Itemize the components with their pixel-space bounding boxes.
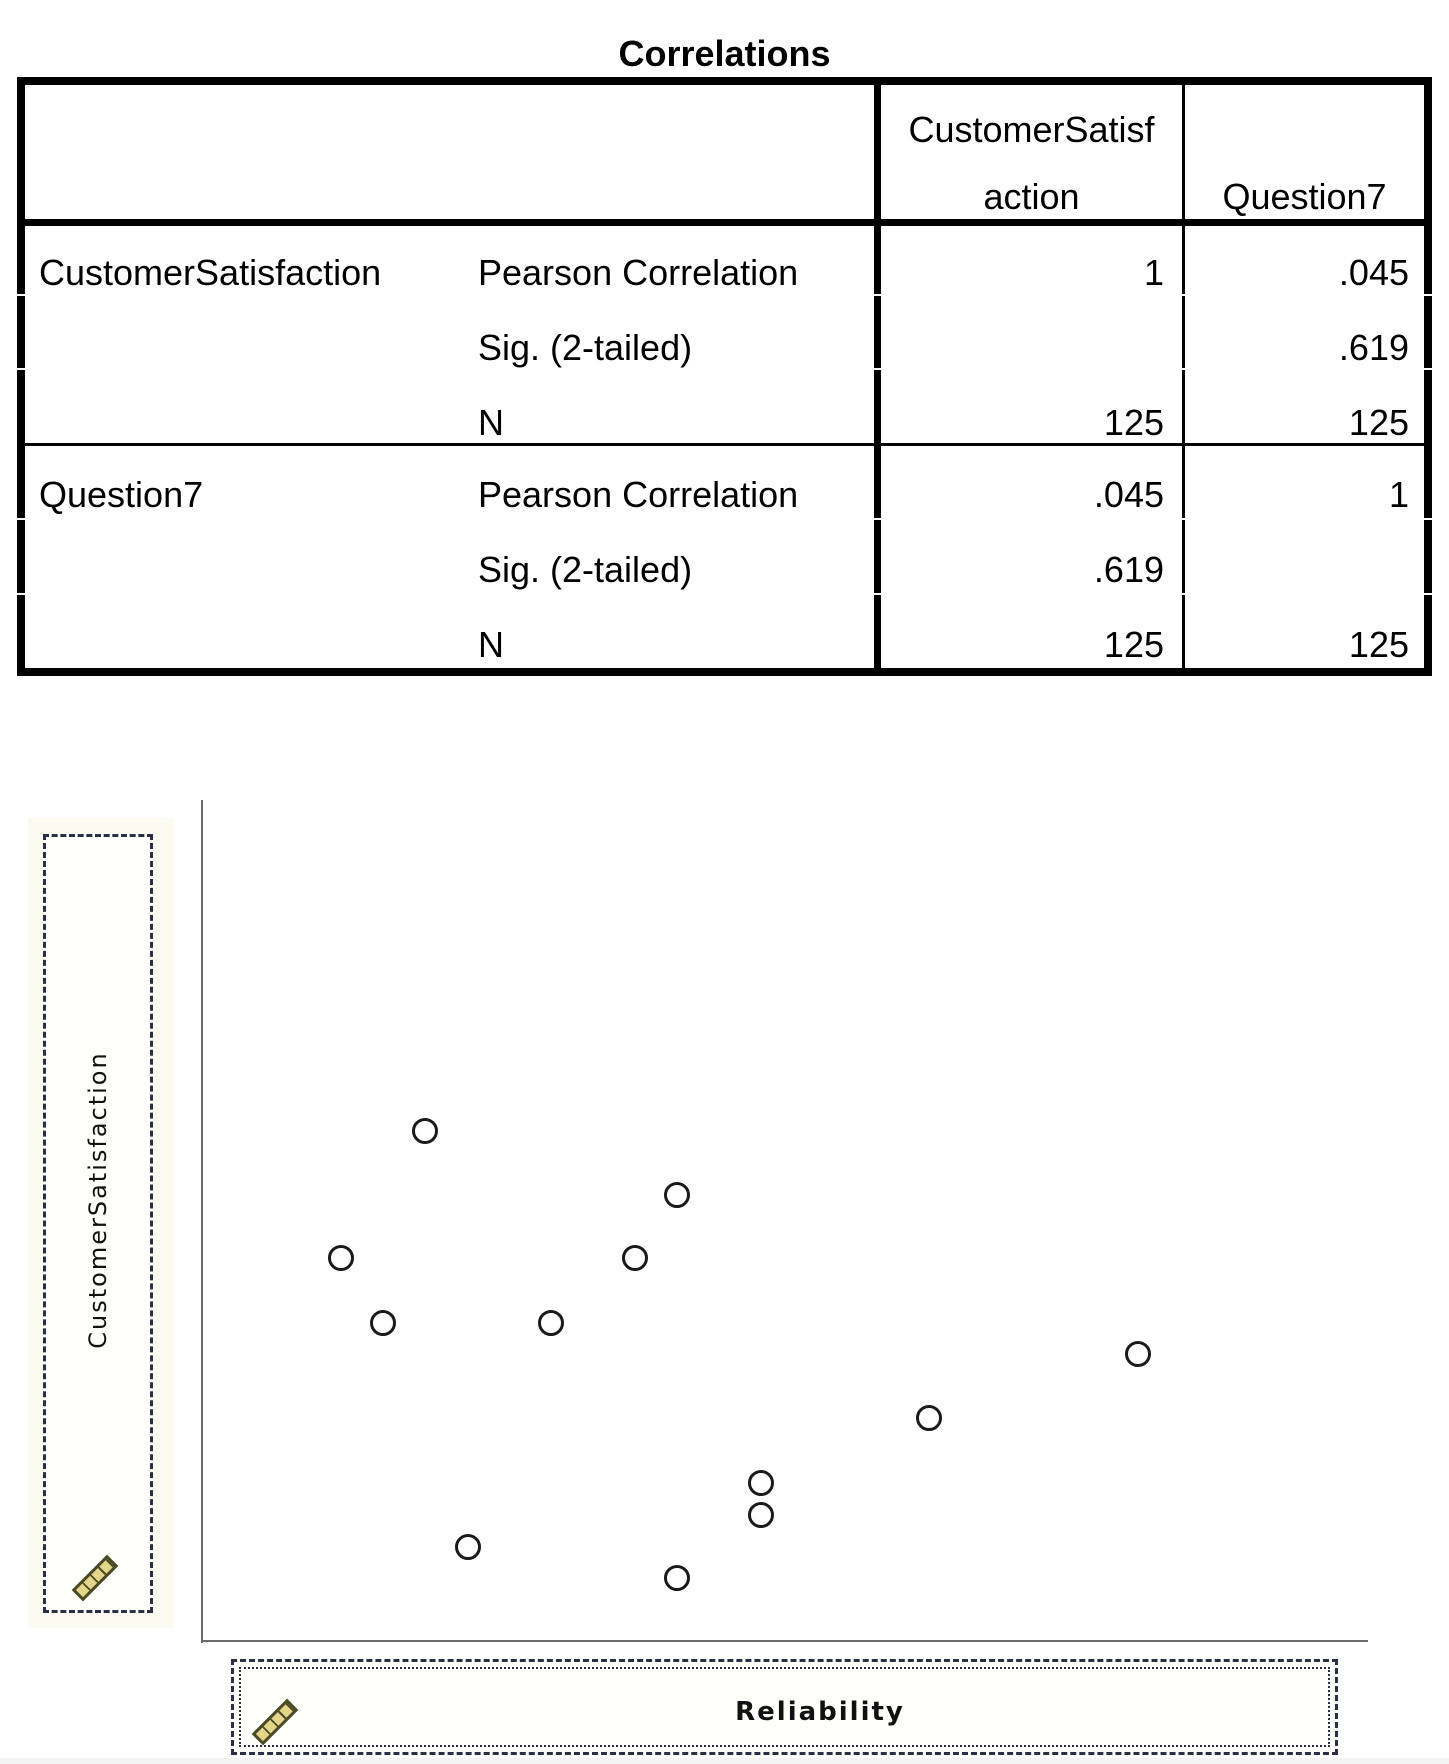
column-divider (1182, 77, 1185, 676)
data-point (370, 1310, 396, 1336)
stat-label: Sig. (2-tailed) (478, 327, 693, 368)
table-right-border (1424, 77, 1432, 676)
header-bottom-border (17, 219, 1432, 226)
header-col-question7: Question7 (1222, 176, 1387, 217)
rule-gap (17, 518, 1432, 520)
value-cell: 125 (1103, 624, 1164, 665)
data-point (916, 1405, 942, 1431)
data-point (328, 1245, 354, 1271)
rule-gap (17, 593, 1432, 595)
table-top-border (17, 77, 1432, 85)
data-point (455, 1534, 481, 1560)
data-point (664, 1182, 690, 1208)
value-cell: .045 (1093, 474, 1164, 515)
value-cell: 125 (1103, 402, 1164, 443)
y-axis (201, 800, 203, 1643)
value-cell: 1 (1388, 474, 1409, 515)
stat-label: Pearson Correlation (478, 252, 799, 293)
correlations-table (17, 77, 1432, 677)
value-cell: 125 (1348, 402, 1409, 443)
value-cell: .619 (1093, 549, 1164, 590)
data-point (622, 1245, 648, 1271)
table-bottom-border (17, 668, 1432, 676)
stat-label: N (478, 624, 504, 665)
table-left-border (17, 77, 25, 676)
value-cell: 125 (1348, 624, 1409, 665)
stat-label: N (478, 402, 504, 443)
row-label-question7: Question7 (39, 474, 204, 515)
label-data-divider (874, 77, 881, 676)
y-axis-label: CustomerSatisfaction (84, 1051, 112, 1349)
data-point (1125, 1341, 1151, 1367)
x-axis-label: Reliability (735, 1697, 905, 1727)
header-col-customersatisfaction-line1: CustomerSatisf (908, 109, 1155, 150)
data-point (664, 1565, 690, 1591)
bottom-strip (0, 1758, 1449, 1764)
rule-gap (17, 294, 1432, 296)
data-point (748, 1502, 774, 1528)
row-label-customersatisfaction: CustomerSatisfaction (39, 252, 382, 293)
x-axis (201, 1640, 1368, 1642)
data-point (538, 1310, 564, 1336)
row-divider (17, 296, 1432, 298)
header-col-customersatisfaction-line2: action (983, 176, 1080, 217)
value-cell: .619 (1338, 327, 1409, 368)
stat-label: Pearson Correlation (478, 474, 799, 515)
data-point (412, 1118, 438, 1144)
stat-label: Sig. (2-tailed) (478, 549, 693, 590)
table-title: Correlations (618, 33, 831, 74)
rule-gap (17, 368, 1432, 370)
data-point (748, 1470, 774, 1496)
value-cell: 1 (1143, 252, 1164, 293)
group-divider (17, 443, 1432, 446)
value-cell: .045 (1338, 252, 1409, 293)
